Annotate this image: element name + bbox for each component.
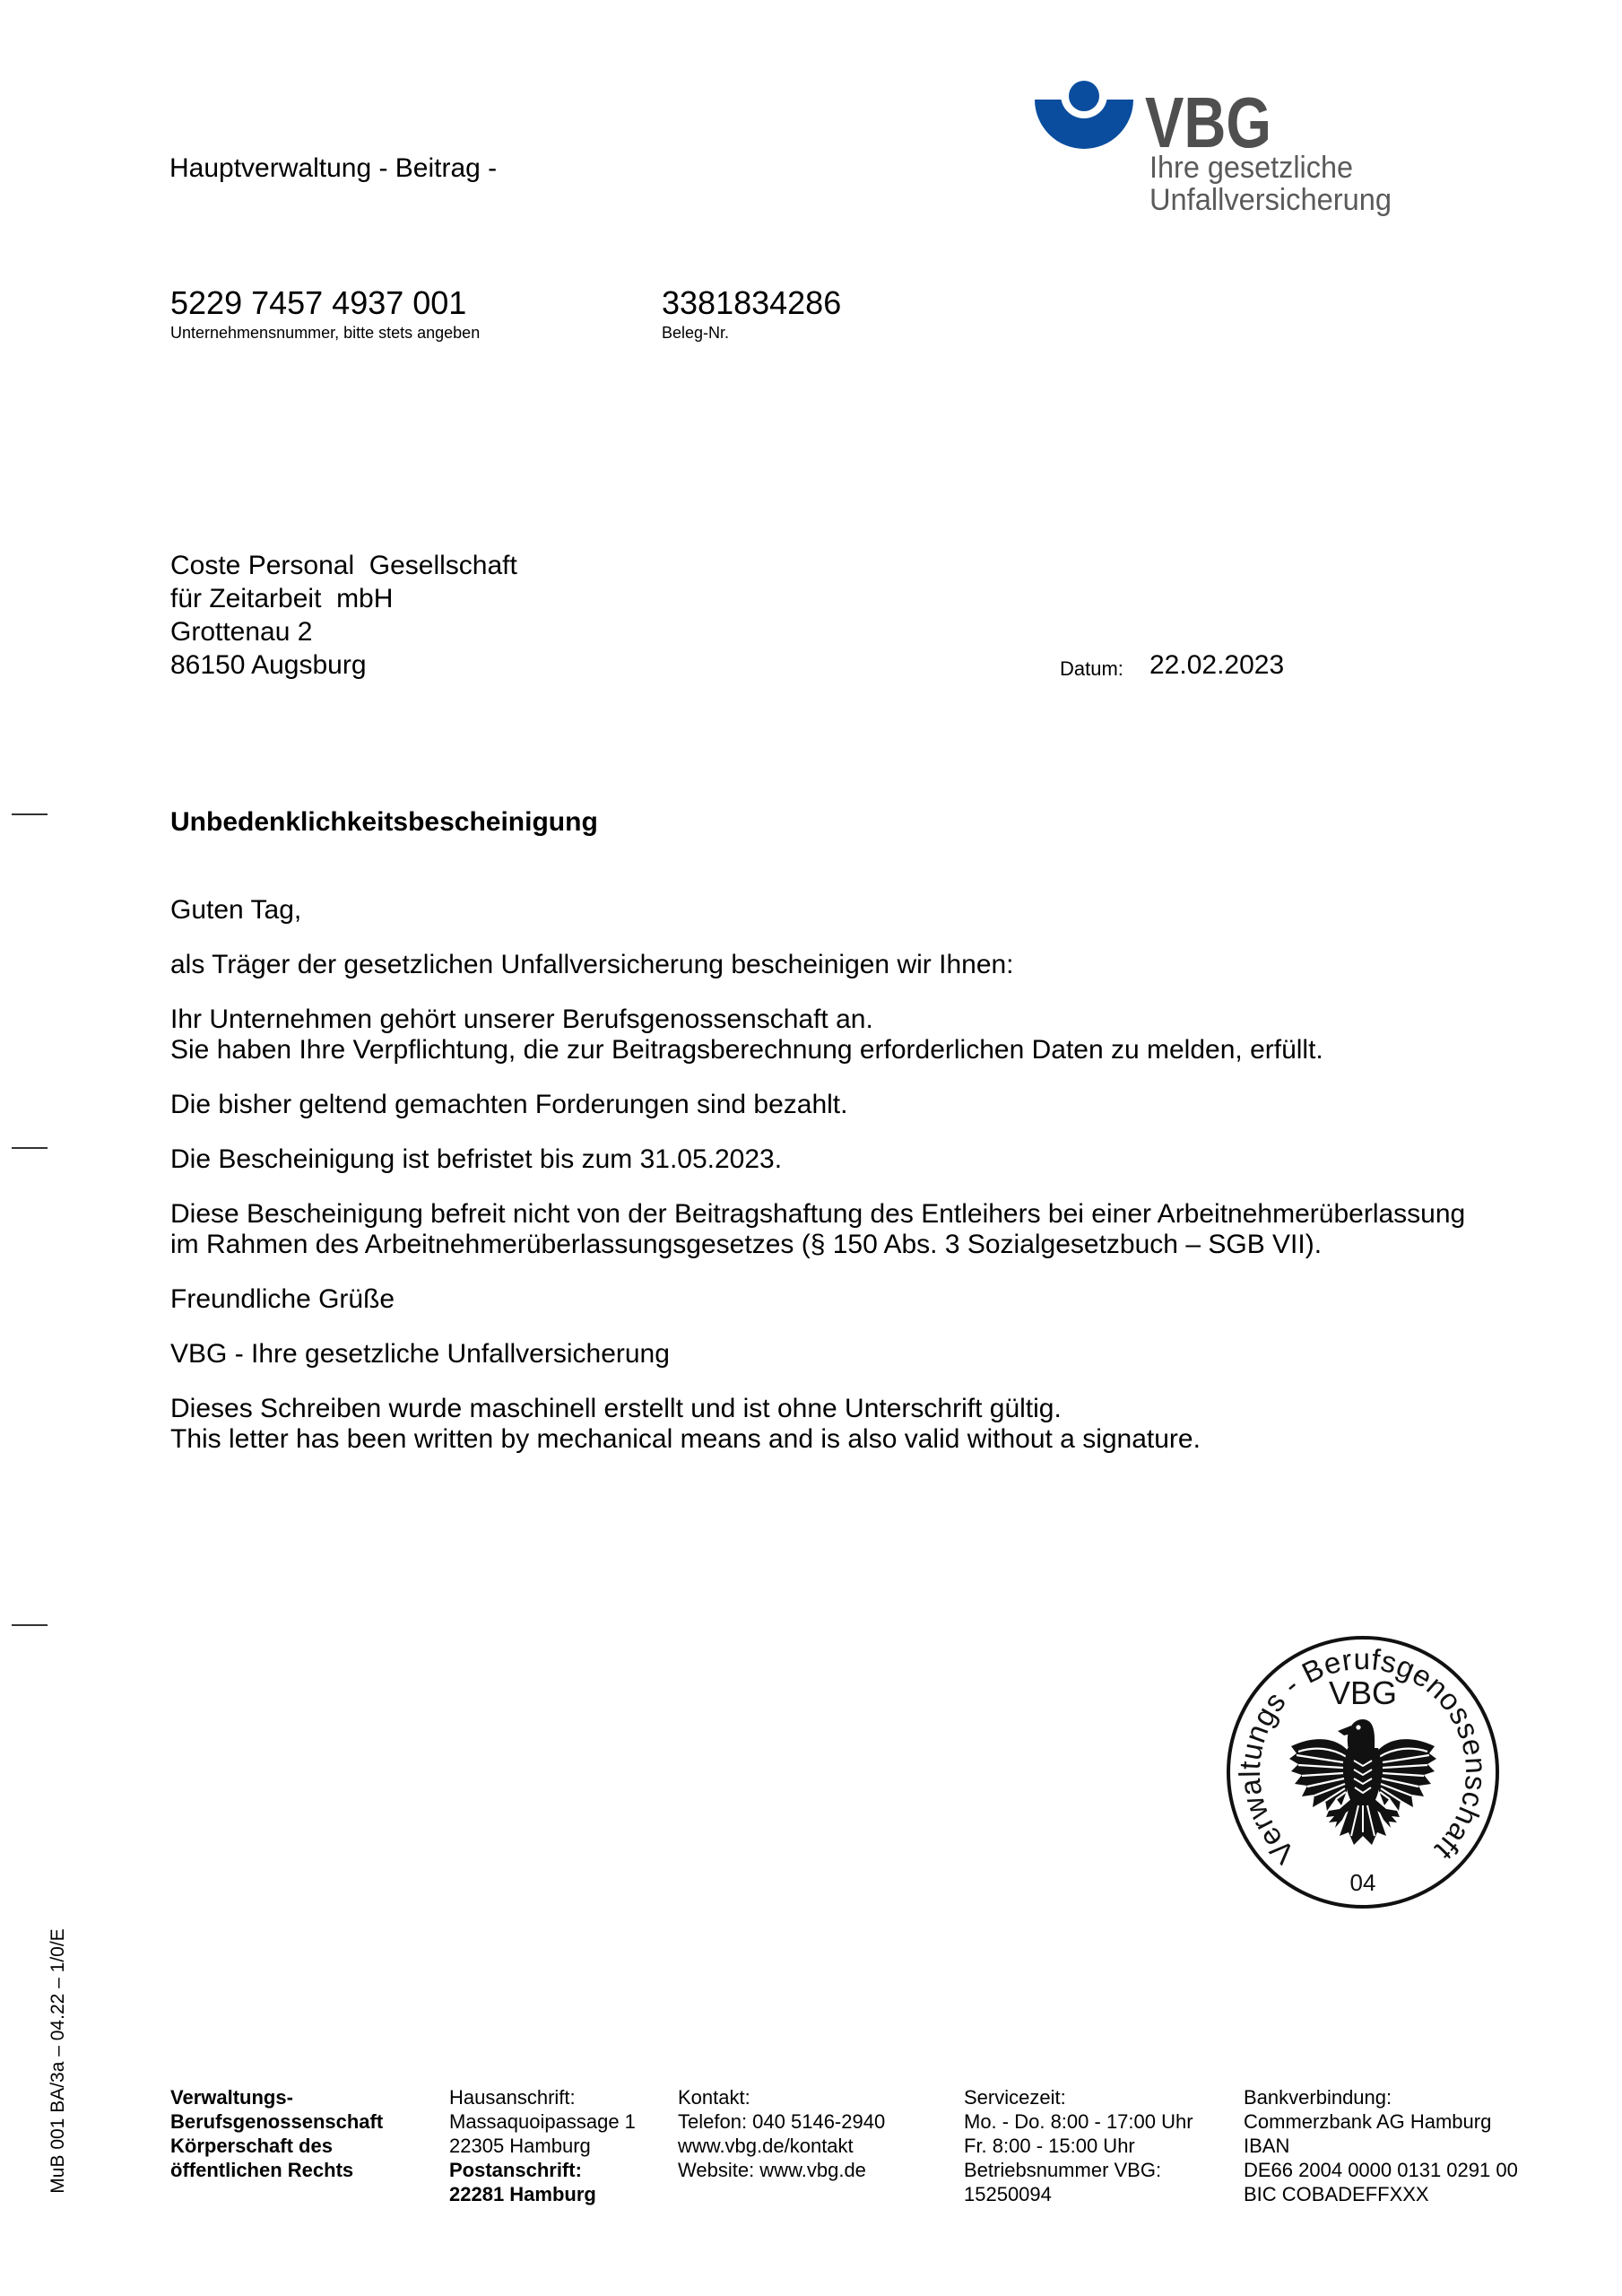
footer-line: Berufsgenossenschaft <box>170 2110 384 2133</box>
footer-line: Hausanschrift: <box>449 2086 576 2109</box>
logo-tagline-line1: Ihre gesetzliche <box>1149 151 1353 185</box>
paragraph-sender <box>170 1339 1465 1370</box>
footer-line: 15250094 <box>964 2183 1052 2205</box>
footer-line: Verwaltungs- <box>170 2086 293 2109</box>
vbg-logo-icon <box>1035 77 1133 149</box>
letter-subject: Unbedenklichkeitsbescheinigung <box>170 807 598 837</box>
date-label: Datum: <box>1060 657 1123 680</box>
footer-line: Bankverbindung: <box>1244 2086 1392 2109</box>
address-line: 86150 Augsburg <box>170 650 367 680</box>
footer-line: Telefon: 040 5146-2940 <box>678 2110 886 2133</box>
logo-wordmark: VBG <box>1145 83 1271 162</box>
footer-line: BIC COBADEFFXXX <box>1244 2183 1429 2205</box>
document-number: 3381834286 <box>662 284 842 321</box>
paragraph-line: Diese Bescheinigung befreit nicht von der Beitragshaftung des Entleihers bei einer Arbeitnehmerüberlassung <box>170 1199 1466 1229</box>
paragraph-line: Freundliche Grüße <box>170 1284 395 1314</box>
footer-line: Betriebsnummer VBG: <box>964 2159 1162 2181</box>
vbg-logo <box>1031 77 1399 222</box>
paragraph-line: im Rahmen des Arbeitnehmerüberlassungsgesetzes (§ 150 Abs. 3 Sozialgesetzbuch – SGB VII). <box>170 1230 1323 1259</box>
footer-line: Kontakt: <box>678 2086 750 2109</box>
footer-line: Servicezeit: <box>964 2086 1066 2109</box>
footer-line: IBAN <box>1244 2135 1290 2157</box>
paragraph-line: Sie haben Ihre Verpflichtung, die zur Beitragsberechnung erforderlichen Daten zu melden, erfüllt. <box>170 1035 1323 1065</box>
paragraph-line: Dieses Schreiben wurde maschinell erstellt und ist ohne Unterschrift gültig. <box>170 1394 1062 1423</box>
footer-line: öffentlichen Rechts <box>170 2159 354 2181</box>
company-number-label: Unternehmensnummer, bitte stets angeben <box>170 324 481 342</box>
seal-number: 04 <box>1349 1869 1376 1896</box>
address-line: Grottenau 2 <box>170 617 313 647</box>
footer-line: 22281 Hamburg <box>449 2183 596 2205</box>
footer-line: Postanschrift: <box>449 2159 582 2181</box>
address-line: für Zeitarbeit mbH <box>170 584 394 613</box>
logo-tagline-line2: Unfallversicherung <box>1149 183 1392 217</box>
paragraph-line: als Träger der gesetzlichen Unfallversicherung bescheinigen wir Ihnen: <box>170 950 1014 979</box>
letter-body <box>170 807 1465 1479</box>
paragraph-line: Ihr Unternehmen gehört unserer Berufsgenossenschaft an. <box>170 1004 873 1034</box>
footer-line: Commerzbank AG Hamburg <box>1244 2110 1492 2133</box>
footer-line: Website: www.vbg.de <box>678 2159 866 2181</box>
fold-mark <box>12 1624 48 1626</box>
document-number-label: Beleg-Nr. <box>662 324 730 342</box>
paragraph-closing <box>170 1284 1465 1315</box>
footer-line: www.vbg.de/kontakt <box>678 2135 854 2157</box>
footer-contact <box>678 2085 885 2182</box>
footer-line: 22305 Hamburg <box>449 2135 591 2157</box>
document-number-block <box>662 285 841 342</box>
paragraph-payments <box>170 1090 1465 1120</box>
paragraph-line: VBG - Ihre gesetzliche Unfallversicherung <box>170 1339 670 1369</box>
footer-service-hours <box>964 2085 1193 2206</box>
paragraph-liability <box>170 1199 1465 1260</box>
paragraph-validity <box>170 1144 1465 1175</box>
seal-ring-text: Verwaltungs - Berufsgenossenschaft <box>1232 1641 1494 1871</box>
paragraph-line: This letter has been written by mechanical means and is also valid without a signature. <box>170 1424 1201 1454</box>
paragraph-signature-note <box>170 1394 1465 1455</box>
footer-line: Massaquoipassage 1 <box>449 2110 636 2133</box>
department-heading: Hauptverwaltung - Beitrag - <box>169 153 498 183</box>
paragraph-line: Guten Tag, <box>170 895 302 925</box>
footer-line: Fr. 8:00 - 15:00 Uhr <box>964 2135 1135 2157</box>
footer-address <box>449 2085 636 2206</box>
fold-mark <box>12 813 48 815</box>
official-seal <box>1219 1629 1506 1916</box>
paragraph-line: Die Bescheinigung ist befristet bis zum 31.05.2023. <box>170 1144 783 1174</box>
form-code: MuB 001 BA/3a – 04.22 – 1/0/E <box>48 1928 68 2194</box>
footer-line: Mo. - Do. 8:00 - 17:00 Uhr <box>964 2110 1193 2133</box>
footer-bank-details <box>1244 2085 1518 2206</box>
paragraph-intro <box>170 950 1465 980</box>
footer-organization <box>170 2085 383 2182</box>
paragraph-line: Die bisher geltend gemachten Forderungen sind bezahlt. <box>170 1090 848 1119</box>
date-value: 22.02.2023 <box>1149 650 1285 680</box>
fold-mark <box>12 1147 48 1149</box>
footer-line: DE66 2004 0000 0131 0291 00 <box>1244 2159 1518 2181</box>
seal-center-text: VBG <box>1328 1674 1398 1711</box>
recipient-address <box>170 549 517 682</box>
paragraph-membership <box>170 1004 1465 1065</box>
federal-eagle-icon <box>1289 1719 1436 1845</box>
paragraph-greeting <box>170 895 1465 926</box>
company-number-block <box>170 285 480 342</box>
footer-line: Körperschaft des <box>170 2135 333 2157</box>
address-line: Coste Personal Gesellschaft <box>170 551 517 580</box>
company-number: 5229 7457 4937 001 <box>170 284 467 321</box>
